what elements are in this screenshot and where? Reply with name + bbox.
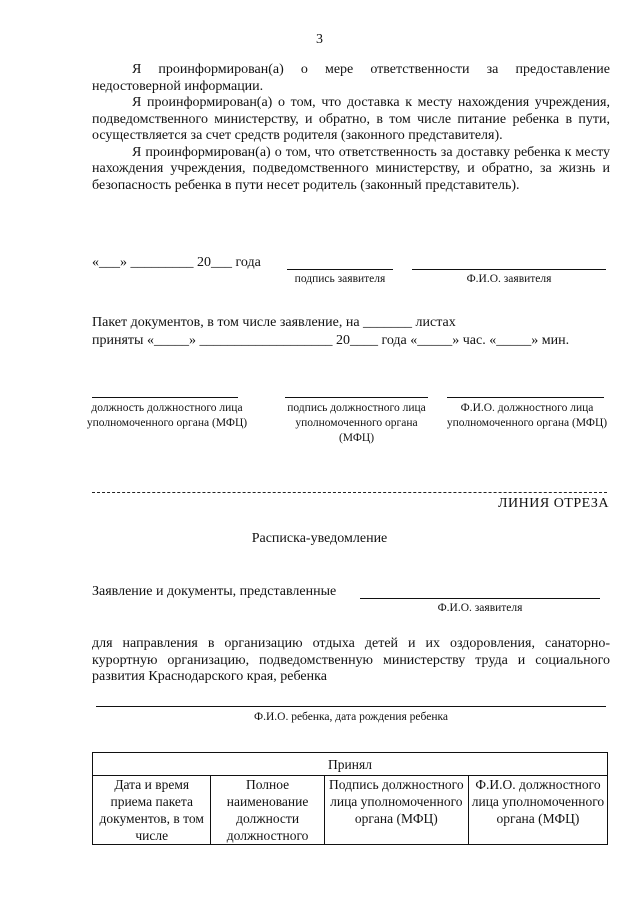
official-position-caption: должность должностного лица уполномоченного органа (МФЦ)	[86, 402, 248, 429]
receipt-table	[92, 752, 608, 845]
receipt-purpose-text: для направления в организацию отдыха детей и их оздоровления, санаторно-курортную организацию, подведомственную министерству труда и социального развития Краснодарского края, ребенка	[92, 636, 610, 684]
column-position-name: Полное наименование должности должностного	[211, 776, 324, 845]
applicant-fio-line	[412, 269, 606, 270]
child-info-line	[96, 706, 606, 707]
paragraph-responsibility: Я проинформирован(а) о мере ответственности за предоставление недостоверной информации.	[92, 62, 610, 94]
official-position-line	[92, 397, 238, 398]
receipt-docs-line: Заявление и документы, представленные	[92, 584, 337, 599]
receipt-applicant-line	[360, 598, 600, 599]
column-official-fio: Ф.И.О. должностного лица уполномоченного органа (МФЦ)	[468, 776, 607, 845]
paragraph-delivery-costs: Я проинформирован(а) о том, что доставка к месту нахождения учреждения, подведомственного министерству, и обратно, в том числе питание ребенка в пути, осуществляется за счет средств родителя (законного представителя).	[92, 95, 610, 143]
cut-line-label: ЛИНИЯ ОТРЕЗА	[498, 496, 609, 511]
column-official-signature: Подпись должностного лица уполномоченного органа (МФЦ)	[324, 776, 468, 845]
column-reception-date: Дата и время приема пакета документов, в том числе	[93, 776, 211, 845]
official-fio-caption: Ф.И.О. должностного лица уполномоченного органа (МФЦ)	[446, 402, 608, 429]
child-info-caption: Ф.И.О. ребенка, дата рождения ребенка	[254, 711, 448, 723]
official-signature-caption: подпись должностного лица уполномоченного органа (МФЦ)	[287, 402, 426, 444]
page-number: 3	[316, 32, 323, 47]
applicant-signature-caption: подпись заявителя	[294, 273, 386, 285]
paragraph-safety: Я проинформирован(а) о том, что ответственность за доставку ребенка к месту нахождения учреждения, подведомственного министерству, и обратно, за жизнь и безопасность ребенка в пути несет родитель (законный представитель).	[92, 144, 610, 193]
official-fio-line	[447, 397, 604, 398]
receipt-purpose	[92, 636, 610, 686]
info-paragraphs	[92, 62, 610, 194]
receipt-applicant-caption: Ф.И.О. заявителя	[437, 602, 523, 614]
receipt-title: Расписка-уведомление	[251, 531, 388, 546]
applicant-signature-line	[287, 269, 393, 270]
applicant-fio-caption: Ф.И.О. заявителя	[466, 273, 552, 285]
date-line: «___» _________ 20___ года	[92, 255, 261, 270]
package-line-1: Пакет документов, в том числе заявление, на _______ листах	[92, 315, 456, 330]
package-line-2: приняты «_____» ___________________ 20____ года «_____» час. «_____» мин.	[92, 333, 570, 348]
receipt-table-header: Принял	[93, 753, 608, 776]
official-signature-line	[285, 397, 428, 398]
cut-dashed-line	[92, 492, 607, 493]
